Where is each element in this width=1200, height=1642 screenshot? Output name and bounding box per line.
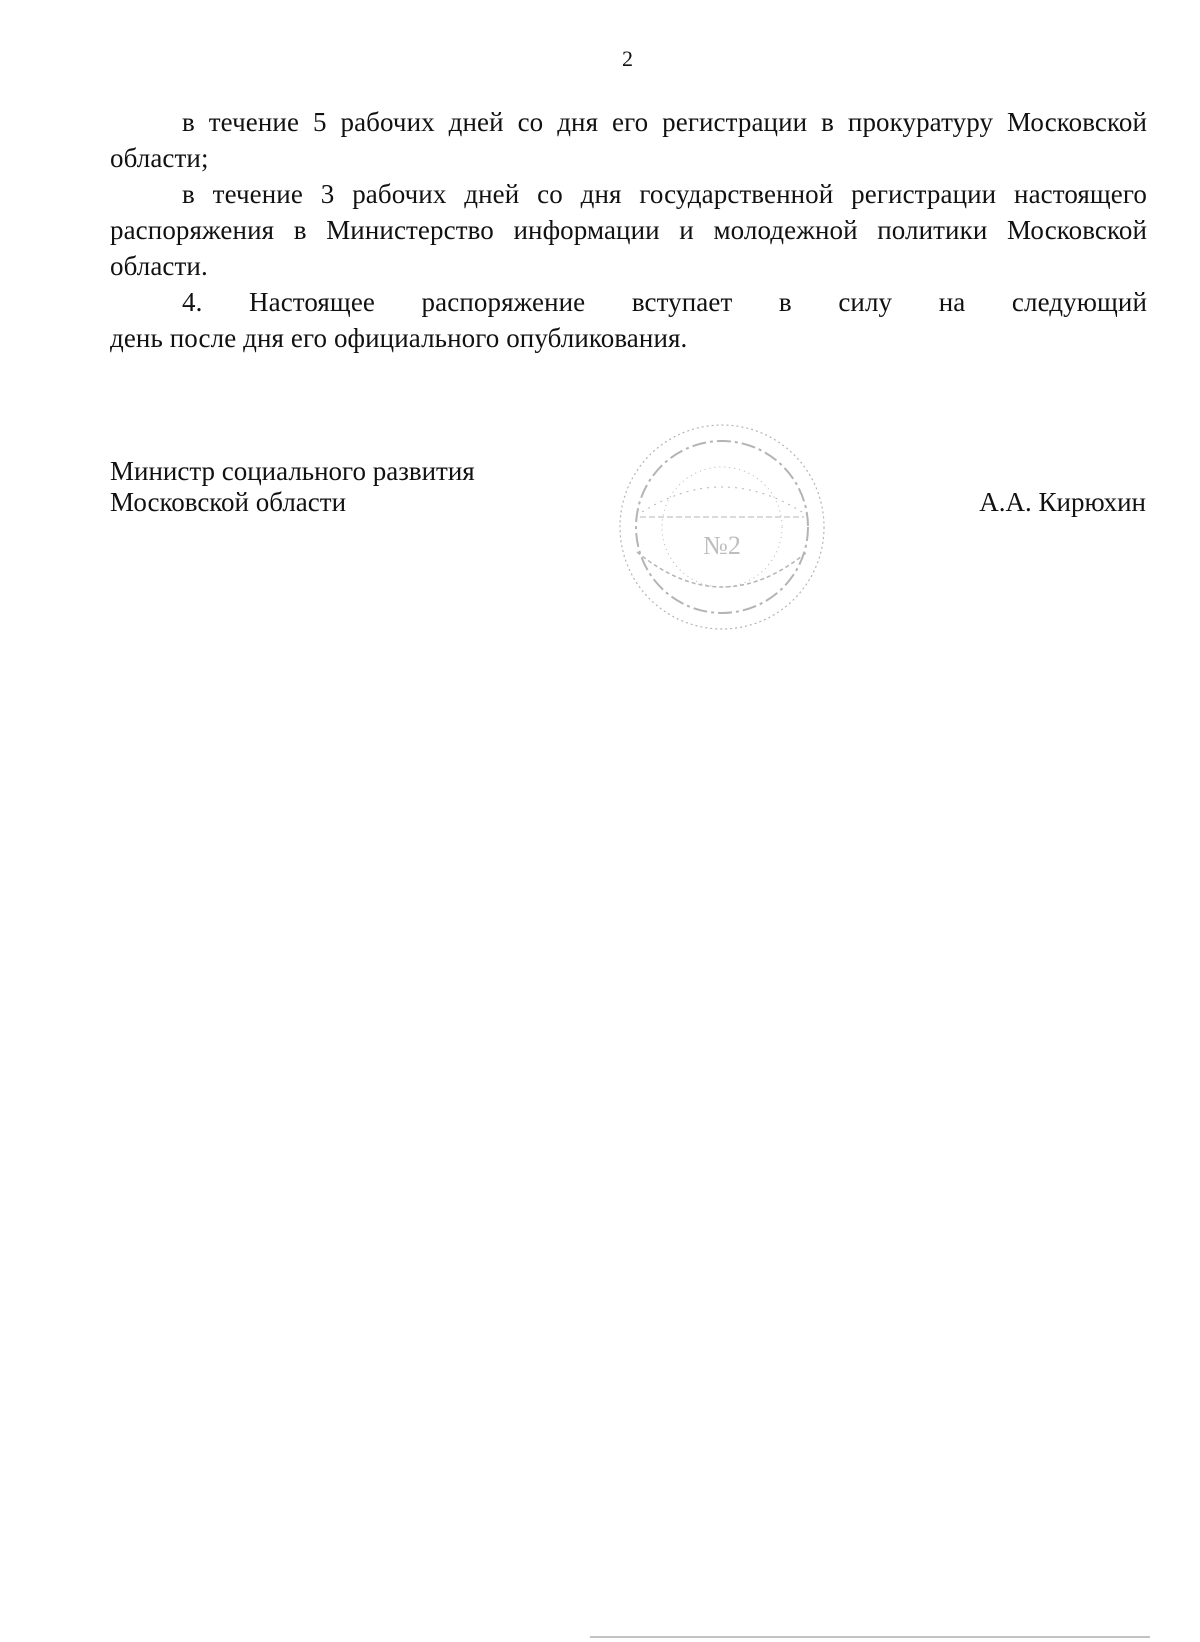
- paragraph-effective-date-line1: 4. Настоящее распоряжение вступает в силу на следующий: [182, 287, 1147, 317]
- paragraph-ministry-notice: в течение 3 рабочих дней со дня государственной регистрации настоящего распоряжения в Министерство информации и молодежной политики Московской области.: [110, 179, 1147, 281]
- page-bottom-edge-line: [590, 1636, 1150, 1638]
- seal-number-text: №2: [703, 531, 741, 560]
- signatory-title: [110, 456, 475, 518]
- paragraph-effective-date: [110, 284, 1147, 356]
- signatory-title-line1: Министр социального развития: [110, 456, 475, 486]
- signatory-name: А.А. Кирюхин: [979, 487, 1146, 517]
- paragraph-prosecutor-notice: в течение 5 рабочих дней со дня его регистрации в прокуратуру Московской области;: [110, 107, 1147, 173]
- document-body: [110, 104, 1147, 356]
- paragraph-effective-date-line2: день после дня его официального опубликования.: [110, 323, 688, 353]
- official-seal-icon: [612, 412, 842, 642]
- signatory-title-line2: Московской области: [110, 487, 347, 517]
- page-number: 2: [622, 46, 633, 71]
